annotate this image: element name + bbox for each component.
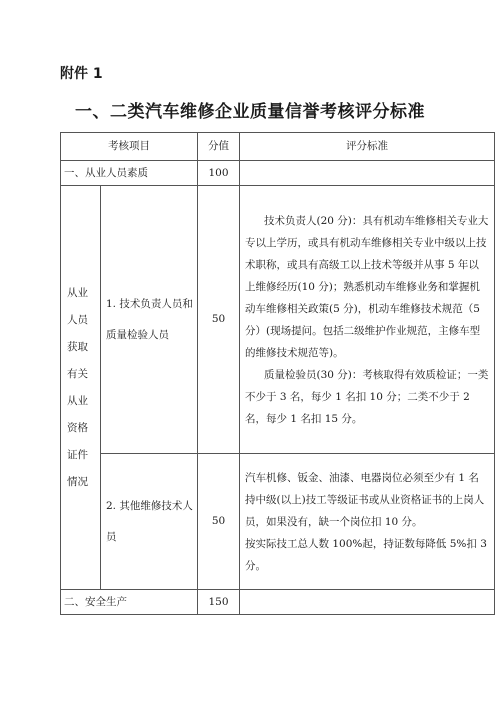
item-label: 1. 技术负责人员和质量检验人员 xyxy=(101,186,198,454)
table-row xyxy=(61,454,495,590)
section-criteria-empty xyxy=(240,590,495,615)
criteria-paragraph: 质量检验员(30 分)：考核取得有效质检证；一类不少于 3 名，每少 1 名扣 10 分；二类不少于 2 名，每少 1 名扣 15 分。 xyxy=(245,368,489,425)
section-label: 一、从业人员素质 xyxy=(61,161,198,186)
subgroup-label: 从业人员获取有关从业资格证件情况 xyxy=(61,186,101,590)
table-row xyxy=(61,186,495,454)
section-row xyxy=(61,590,495,615)
annex-label: 附件 1 xyxy=(60,66,103,82)
table-header-row xyxy=(61,133,495,161)
criteria-paragraph: 按实际技工总人数 100%起，持证数每降低 5%扣 3 分。 xyxy=(245,537,487,572)
section-row xyxy=(61,161,495,186)
document-title: 一、二类汽车维修企业质量信誉考核评分标准 xyxy=(75,102,425,122)
criteria-cell xyxy=(240,454,495,590)
header-item: 考核项目 xyxy=(61,133,198,161)
scoring-table xyxy=(60,132,495,615)
item-score: 50 xyxy=(198,454,240,590)
header-score: 分值 xyxy=(198,133,240,161)
criteria-paragraph: 汽车机修、钣金、油漆、电器岗位必须至少有 1 名持中级(以上)技工等级证书或从业资格证书的上岗人员，如果没有，缺一个岗位扣 10 分。 xyxy=(245,471,485,528)
header-criteria: 评分标准 xyxy=(240,133,495,161)
item-score: 50 xyxy=(198,186,240,454)
section-label: 二、安全生产 xyxy=(61,590,198,615)
criteria-paragraph: 技术负责人(20 分)：具有机动车维修相关专业大专以上学历，或具有机动车维修相关专业中级以上技术职称，或具有高级工以上技术等级并从事 5 年以上维修经历(10 分)；熟悉机动车维修业务和掌握机动车维修相关政策(5 分)，机动车维修技术规范（5 分）(现场提问。包括二级维护作业规范，主修车型的维修技术规范等)。 xyxy=(245,214,489,359)
section-score: 100 xyxy=(198,161,240,186)
section-score: 150 xyxy=(198,590,240,615)
section-criteria-empty xyxy=(240,161,495,186)
item-label: 2. 其他维修技术人员 xyxy=(101,454,198,590)
criteria-cell xyxy=(240,186,495,454)
